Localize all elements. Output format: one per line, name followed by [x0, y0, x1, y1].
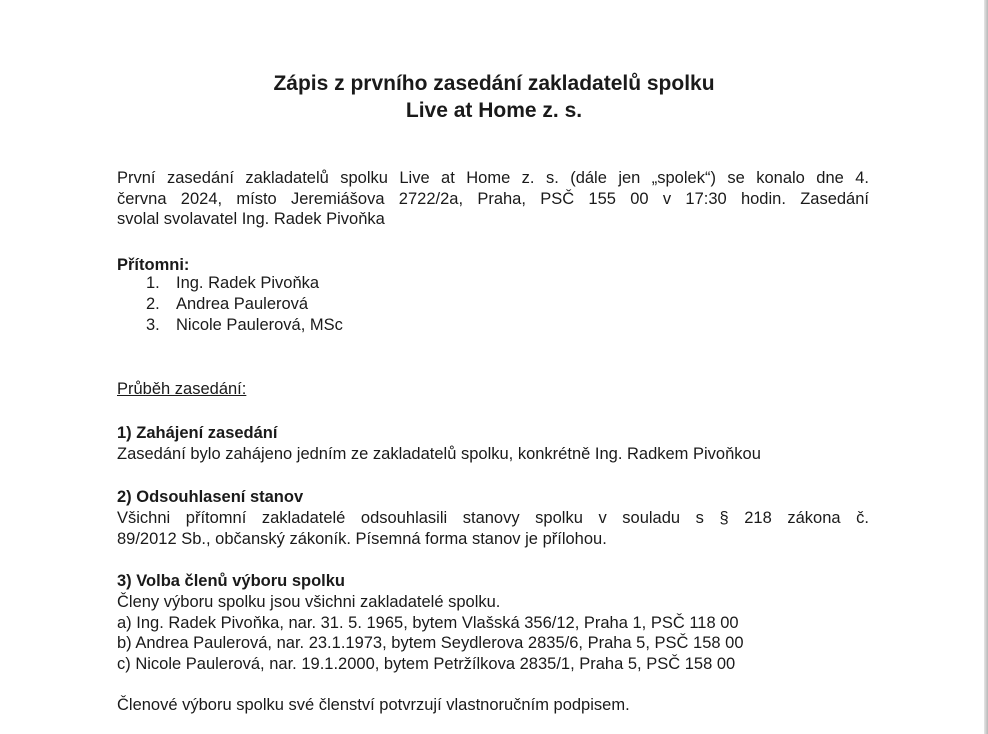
committee-member-line: a) Ing. Radek Pivoňka, nar. 31. 5. 1965, bytem Vlašská 356/12, Praha 1, PSČ 118 00: [117, 613, 739, 632]
section-3-heading: 3) Volba členů výboru spolku: [117, 572, 345, 590]
attendee-name: Nicole Paulerová, MSc: [176, 316, 343, 334]
attendee-name: Andrea Paulerová: [176, 295, 309, 313]
list-number: 3.: [146, 316, 160, 334]
section-line: Členy výboru spolku jsou všichni zakladatelé spolku.: [117, 593, 501, 611]
section-line: 89/2012 Sb., občanský zákoník. Písemná forma stanov je přílohou.: [117, 529, 607, 548]
section-1-heading: 1) Zahájení zasedání: [117, 424, 278, 442]
committee-member-line: c) Nicole Paulerová, nar. 19.1.2000, bytem Petržílkova 2835/1, Praha 5, PSČ 158 00: [117, 654, 736, 673]
section-2-text: [117, 508, 869, 549]
list-number: 1.: [146, 274, 160, 292]
list-number: 2.: [146, 295, 160, 313]
closing-statement: Členové výboru spolku své členství potvrzují vlastnoručním podpisem.: [117, 696, 630, 714]
section-1-text: [117, 444, 869, 465]
list-item: [146, 315, 343, 336]
attendee-name: Ing. Radek Pivoňka: [176, 274, 320, 292]
list-item: [146, 273, 343, 294]
section-2-heading: 2) Odsouhlasení stanov: [117, 488, 304, 506]
present-heading: Přítomni:: [117, 256, 190, 274]
page-edge: [984, 0, 988, 734]
section-line: Všichni přítomní zakladatelé odsouhlasili stanovy spolku v souladu s § 218 zákona č.: [117, 509, 869, 527]
present-list: [146, 273, 343, 336]
proceedings-heading: Průběh zasedání:: [117, 380, 247, 398]
section-3-text: [117, 592, 869, 674]
intro-line: června 2024, místo Jeremiášova 2722/2a, Praha, PSČ 155 00 v 17:30 hodin. Zasedání: [117, 189, 869, 208]
intro-line: svolal svolavatel Ing. Radek Pivoňka: [117, 210, 385, 228]
intro-paragraph: [117, 168, 869, 230]
intro-line: První zasedání zakladatelů spolku Live at Home z. s. (dále jen „spolek“) se konalo dne 4.: [117, 169, 869, 187]
document-title-line-1: Zápis z prvního zasedání zakladatelů spolku: [273, 72, 715, 95]
list-item: [146, 294, 343, 315]
committee-member-line: b) Andrea Paulerová, nar. 23.1.1973, bytem Seydlerova 2835/6, Praha 5, PSČ 158 00: [117, 634, 744, 652]
document-title-line-2: Live at Home z. s.: [405, 99, 583, 122]
section-line: Zasedání bylo zahájeno jedním ze zakladatelů spolku, konkrétně Ing. Radkem Pivoňkou: [117, 445, 761, 463]
